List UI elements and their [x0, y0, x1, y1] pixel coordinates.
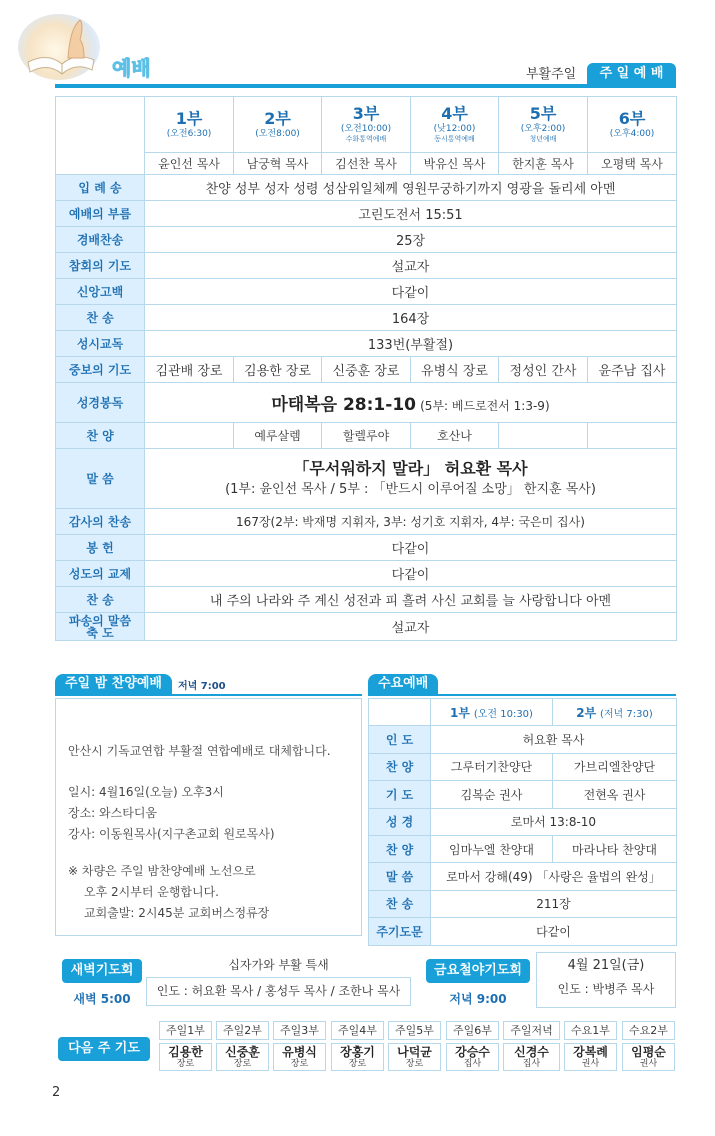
wed-anthem: 그루터기찬양단	[431, 753, 553, 780]
header-divider	[55, 84, 676, 88]
wed-prayer: 김복순 권사	[431, 781, 553, 808]
next-week-item	[273, 1021, 326, 1071]
sunday-order-table	[55, 96, 677, 641]
row-label: 찬 송	[56, 305, 145, 331]
evening-section-header	[55, 674, 362, 696]
next-week-item	[622, 1021, 675, 1071]
praying-hands-bible-icon	[18, 14, 100, 80]
row-label: 성경봉독	[56, 383, 145, 423]
next-week-service: 주일3부	[273, 1021, 326, 1040]
sermon	[145, 449, 677, 509]
row-label: 참회의 기도	[56, 253, 145, 279]
row-label: 찬 양	[369, 753, 431, 780]
next-week-service: 주일6부	[446, 1021, 499, 1040]
offering: 다같이	[145, 535, 677, 561]
evening-notice-line: 안산시 기독교연합 부활절 연합예배로 대체합니다.	[68, 744, 331, 758]
intercessor: 김관배 장로	[145, 357, 234, 383]
next-week-service: 주일저녁	[503, 1021, 560, 1040]
wednesday-divider	[368, 694, 676, 696]
next-week-item	[216, 1021, 269, 1071]
next-week-person: 김용한 장로	[159, 1043, 212, 1071]
row-label: 경배찬송	[56, 227, 145, 253]
row-label: 찬 송	[369, 890, 431, 917]
dawn-prayer-leaders: 인도 : 허요환 목사 / 홍성두 목사 / 조한나 목사	[146, 978, 411, 1006]
next-week-service: 주일5부	[388, 1021, 441, 1040]
next-week-person: 강승수 집사	[446, 1043, 499, 1071]
evening-notice-line: ※ 차량은 주일 밤찬양예배 노선으로	[68, 864, 256, 878]
next-week-service: 주일4부	[331, 1021, 384, 1040]
service-header: 5부 (오후2:00) 청년예배	[499, 97, 588, 153]
anthem: 호산나	[411, 423, 499, 449]
wed-choir: 마라나타 찬양대	[553, 835, 677, 862]
next-week-service: 주일2부	[216, 1021, 269, 1040]
page-number: 2	[52, 1085, 61, 1100]
wed-hymn: 211장	[431, 890, 677, 917]
corner-cell	[369, 699, 431, 726]
service-header: 1부 (오전6:30)	[145, 97, 234, 153]
anthem-empty	[588, 423, 677, 449]
evening-notice-line: 일시: 4월16일(오늘) 오후3시	[68, 785, 224, 799]
row-label: 말 씀	[369, 863, 431, 890]
wed-choir: 임마누엘 찬양대	[431, 835, 553, 862]
next-week-item	[503, 1021, 560, 1071]
next-week-item	[159, 1021, 212, 1071]
friday-prayer-time: 저녁 9:00	[449, 992, 507, 1006]
sunday-worship-badge: 주 일 예 배	[587, 63, 676, 85]
row-label: 기 도	[369, 781, 431, 808]
row-label: 봉 헌	[56, 535, 145, 561]
service-header: 6부 (오후4:00)	[588, 97, 677, 153]
thanksgiving-hymn: 167장(2부: 박재명 지휘자, 3부: 성기호 지휘자, 4부: 국은미 집사)	[145, 509, 677, 535]
entrance-hymn: 찬양 성부 성자 성령 성삼위일체께 영원무궁하기까지 영광을 돌리세 아멘	[145, 175, 677, 201]
benediction: 설교자	[145, 613, 677, 641]
wednesday-order-table	[368, 698, 677, 946]
part-header: 1부 (오전 10:30)	[431, 699, 553, 726]
dawn-prayer-theme: 십자가와 부활 특새	[146, 952, 411, 978]
intercessor: 신중훈 장로	[322, 357, 411, 383]
row-label: 말 씀	[56, 449, 145, 509]
dawn-prayer-time: 새벽 5:00	[73, 992, 131, 1006]
next-week-person: 강복례 권사	[564, 1043, 617, 1071]
wed-sermon: 로마서 강해(49) 「사랑은 율법의 완성」	[431, 863, 677, 890]
part-header: 2부 (저녁 7:30)	[553, 699, 677, 726]
friday-prayer-box	[536, 952, 676, 1008]
hymn: 164장	[145, 305, 677, 331]
row-label: 신앙고백	[56, 279, 145, 305]
dawn-prayer-badge: 새벽기도회	[62, 959, 142, 983]
next-week-person: 나덕균 장로	[388, 1043, 441, 1071]
service-pastor: 오평택 목사	[588, 153, 677, 175]
friday-prayer-leader: 인도 : 박병주 목사	[557, 982, 655, 996]
section-title: 예배	[112, 56, 151, 80]
wed-anthem: 가브리엘찬양단	[553, 753, 677, 780]
service-header: 2부 (오전8:00)	[234, 97, 322, 153]
row-label: 중보의 기도	[56, 357, 145, 383]
wed-prayer: 전현옥 권사	[553, 781, 677, 808]
wednesday-title: 수요예배	[368, 674, 438, 694]
anthem-empty	[499, 423, 588, 449]
next-week-item	[446, 1021, 499, 1071]
sermon-title: 「무서워하지 말라」 허요환 목사	[293, 458, 528, 478]
creed: 다같이	[145, 279, 677, 305]
anthem: 할렐루야	[322, 423, 411, 449]
evening-time: 저녁 7:00	[177, 681, 226, 692]
row-label: 입 례 송	[56, 175, 145, 201]
row-label: 찬 송	[56, 587, 145, 613]
fellowship: 다같이	[145, 561, 677, 587]
evening-title: 주일 밤 찬양예배	[55, 674, 172, 694]
next-week-service: 수요1부	[564, 1021, 617, 1040]
responsive-reading: 133번(부활절)	[145, 331, 677, 357]
intercessor: 유병식 장로	[411, 357, 499, 383]
next-week-item	[388, 1021, 441, 1071]
friday-prayer-date: 4월 21일(금)	[567, 958, 645, 973]
row-label: 감사의 찬송	[56, 509, 145, 535]
row-label: 파송의 말씀 축 도	[56, 613, 145, 641]
row-label: 찬 양	[56, 423, 145, 449]
evening-notice-line: 강사: 이동원목사(지구촌교회 원로목사)	[68, 827, 275, 841]
row-label: 주기도문	[369, 918, 431, 945]
evening-notice-box	[55, 698, 362, 936]
next-week-service: 수요2부	[622, 1021, 675, 1040]
next-week-item	[564, 1021, 617, 1071]
friday-prayer-badge: 금요철야기도회	[426, 959, 530, 983]
service-pastor: 박유신 목사	[411, 153, 499, 175]
closing-hymn: 내 주의 나라와 주 계신 성전과 피 흘려 사신 교회를 늘 사랑합니다 아멘	[145, 587, 677, 613]
evening-notice-line: 장소: 와스타디움	[68, 806, 158, 820]
row-label: 예배의 부름	[56, 201, 145, 227]
next-week-person: 장홍기 장로	[331, 1043, 384, 1071]
corner-cell	[56, 97, 145, 175]
intercessor: 김용한 장로	[234, 357, 322, 383]
scripture-reading: 마태복음 28:1-10 (5부: 베드로전서 1:3-9)	[145, 383, 677, 423]
row-label: 성도의 교제	[56, 561, 145, 587]
service-pastor: 남궁혁 목사	[234, 153, 322, 175]
row-label: 찬 양	[369, 835, 431, 862]
evening-divider	[55, 694, 362, 696]
anthem: 예루살렘	[234, 423, 322, 449]
wednesday-section-header	[368, 674, 676, 696]
next-week-person: 신경수 집사	[503, 1043, 560, 1071]
row-label: 인 도	[369, 726, 431, 753]
anthem-empty	[145, 423, 234, 449]
wed-lords-prayer: 다같이	[431, 918, 677, 945]
wed-leader: 허요환 목사	[431, 726, 677, 753]
service-pastor: 윤인선 목사	[145, 153, 234, 175]
wed-scripture: 로마서 13:8-10	[431, 808, 677, 835]
evening-notice-line: 교회출발: 2시45분 교회버스정류장	[84, 906, 270, 920]
next-week-item	[331, 1021, 384, 1071]
sunday-name: 부활주일	[526, 67, 577, 82]
dawn-prayer-box	[146, 952, 411, 1008]
confession-prayer: 설교자	[145, 253, 677, 279]
evening-notice-line: 오후 2시부터 운행합니다.	[84, 885, 219, 899]
service-pastor: 김선찬 목사	[322, 153, 411, 175]
service-header: 4부 (낮12:00) 동시통역예배	[411, 97, 499, 153]
next-week-prayer-badge: 다음 주 기도	[58, 1037, 150, 1061]
row-label: 성시교독	[56, 331, 145, 357]
next-week-person: 유병식 장로	[273, 1043, 326, 1071]
worship-hymn: 25장	[145, 227, 677, 253]
intercessor: 윤주남 집사	[588, 357, 677, 383]
sermon-note: (1부: 윤인선 목사 / 5부 : 「반드시 이루어질 소망」 한지훈 목사)	[225, 481, 596, 497]
call-to-worship: 고린도전서 15:51	[145, 201, 677, 227]
service-pastor: 한지훈 목사	[499, 153, 588, 175]
intercessor: 정성인 간사	[499, 357, 588, 383]
next-week-person: 임평순 권사	[622, 1043, 675, 1071]
row-label: 성 경	[369, 808, 431, 835]
next-week-person: 신중훈 장로	[216, 1043, 269, 1071]
service-header: 3부 (오전10:00) 수화통역예배	[322, 97, 411, 153]
next-week-service: 주일1부	[159, 1021, 212, 1040]
